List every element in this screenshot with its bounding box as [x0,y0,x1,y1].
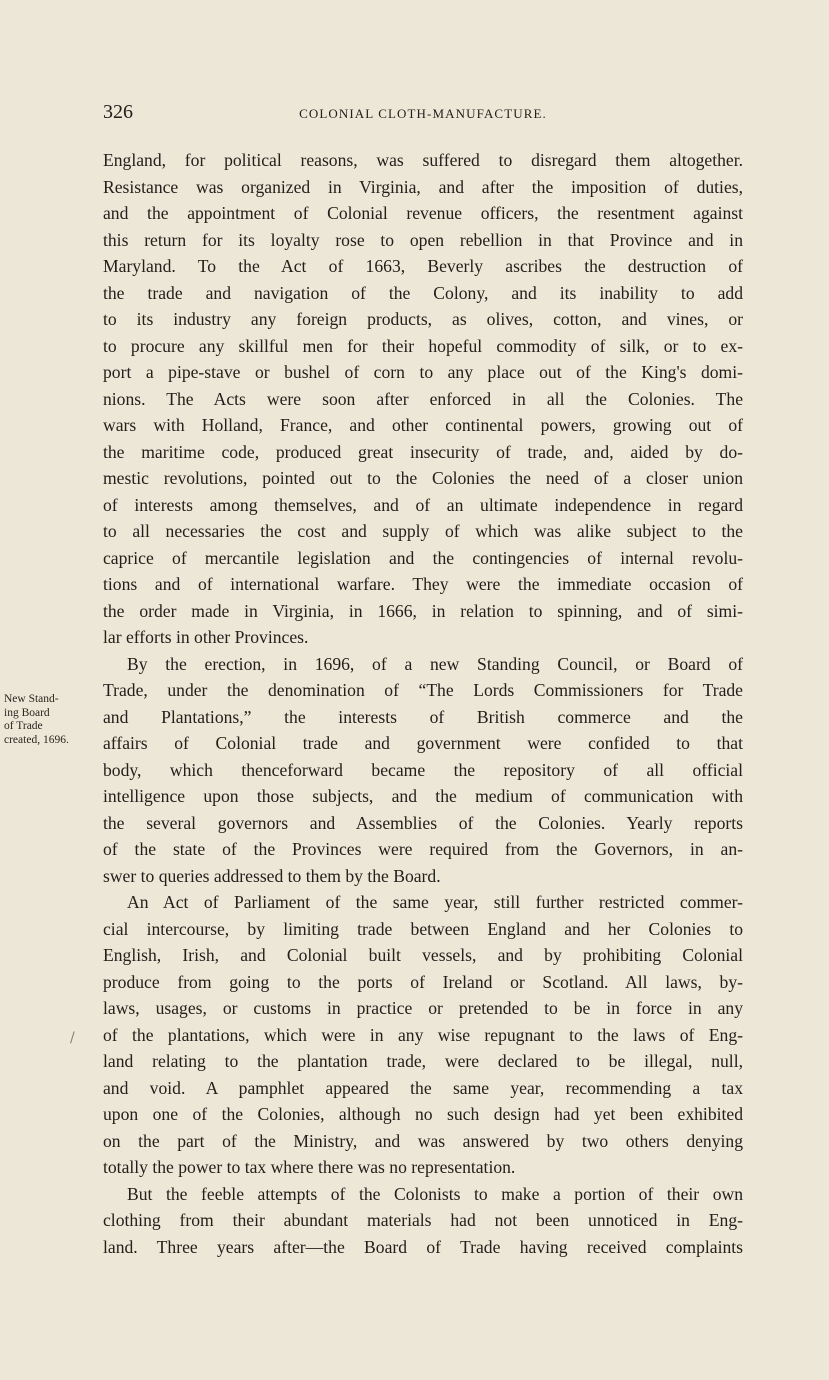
margin-note-line: ing Board [4,706,50,719]
text-line: this return for its loyalty rose to open rebellion in that Province and in [103,229,743,250]
text-line: swer to queries addressed to them by the Board. [103,865,441,886]
text-line: But the feeble attempts of the Colonists to make a portion of their own [127,1183,743,1204]
text-line: England, for political reasons, was suffered to disregard them altogether. [103,150,743,170]
stray-mark: / [70,1030,75,1046]
paragraph [103,889,743,1181]
margin-note-line: New Stand- [4,693,59,705]
margin-note-line: of Trade [4,720,43,732]
text-line: the maritime code, produced great insecurity of trade, and, aided by do- [103,441,743,462]
text-line: cial intercourse, by limiting trade between England and her Colonies to [103,918,743,939]
text-line: Trade, under the denomination of “The Lords Commissioners for Trade [103,680,743,700]
text-line: the trade and navigation of the Colony, and its inability to add [103,282,743,303]
text-line: produce from going to the ports of Ireland or Scotland. All laws, by- [103,971,743,992]
text-line: By the erection, in 1696, of a new Standing Council, or Board of [127,653,743,674]
text-line: Resistance was organized in Virginia, and after the imposition of duties, [103,176,743,197]
text-line: Maryland. To the Act of 1663, Beverly ascribes the destruction of [103,256,743,276]
text-line: upon one of the Colonies, although no such design had yet been exhibited [103,1104,743,1124]
text-line: wars with Holland, France, and other continental powers, growing out of [103,415,743,435]
text-line: and void. A pamphlet appeared the same year, recommending a tax [103,1077,743,1098]
text-line: mestic revolutions, pointed out to the Colonies the need of a closer union [103,468,743,488]
paragraph [103,651,743,890]
paragraph [103,147,743,651]
paragraph [103,1181,743,1261]
text-line: nions. The Acts were soon after enforced in all the Colonies. The [103,388,743,409]
margin-note-line: created, 1696. [4,733,69,746]
text-line: of interests among themselves, and of an ultimate independence in regard [103,494,743,515]
text-line: of the state of the Provinces were required from the Governors, in an- [103,839,743,859]
text-line: to all necessaries the cost and supply of which was alike subject to the [103,521,743,541]
text-line: the order made in Virginia, in 1666, in relation to spinning, and of simi- [103,600,743,621]
text-line: to procure any skillful men for their hopeful commodity of silk, or to ex- [103,335,743,356]
text-line: intelligence upon those subjects, and the medium of communication with [103,786,743,806]
text-line: caprice of mercantile legislation and the contingencies of internal revolu- [103,547,743,568]
text-line: tions and of international warfare. They were the immediate occasion of [103,574,743,594]
text-line: English, Irish, and Colonial built vessels, and by prohibiting Colonial [103,945,743,965]
text-line: of the plantations, which were in any wise repugnant to the laws of Eng- [103,1024,743,1045]
text-line: to its industry any foreign products, as olives, cotton, and vines, or [103,309,743,329]
text-line: port a pipe-stave or bushel of corn to any place out of the King's domi- [103,362,743,382]
text-line: clothing from their abundant materials had not been unnoticed in Eng- [103,1210,743,1230]
text-line: affairs of Colonial trade and government were confided to that [103,733,743,753]
page-header [103,101,743,127]
text-line: land. Three years after—the Board of Trade having received complaints [103,1236,743,1257]
text-line: An Act of Parliament of the same year, still further restricted commer- [127,892,743,912]
text-line: and Plantations,” the interests of British commerce and the [103,706,743,727]
margin-note [4,693,90,747]
text-line: and the appointment of Colonial revenue officers, the resentment against [103,203,743,223]
text-line: land relating to the plantation trade, were declared to be illegal, null, [103,1051,743,1071]
text-line: totally the power to tax where there was no representation. [103,1157,516,1177]
text-line: laws, usages, or customs in practice or pretended to be in force in any [103,998,743,1018]
text-line: on the part of the Ministry, and was answered by two others denying [103,1130,743,1151]
body-text [103,147,743,1260]
text-line: lar efforts in other Provinces. [103,627,309,647]
text-line: body, which thenceforward became the repository of all official [103,759,743,780]
text-line: the several governors and Assemblies of the Colonies. Yearly reports [103,812,743,833]
running-head: COLONIAL CLOTH-MANUFACTURE. [299,106,547,121]
page-number: 326 [103,101,133,123]
